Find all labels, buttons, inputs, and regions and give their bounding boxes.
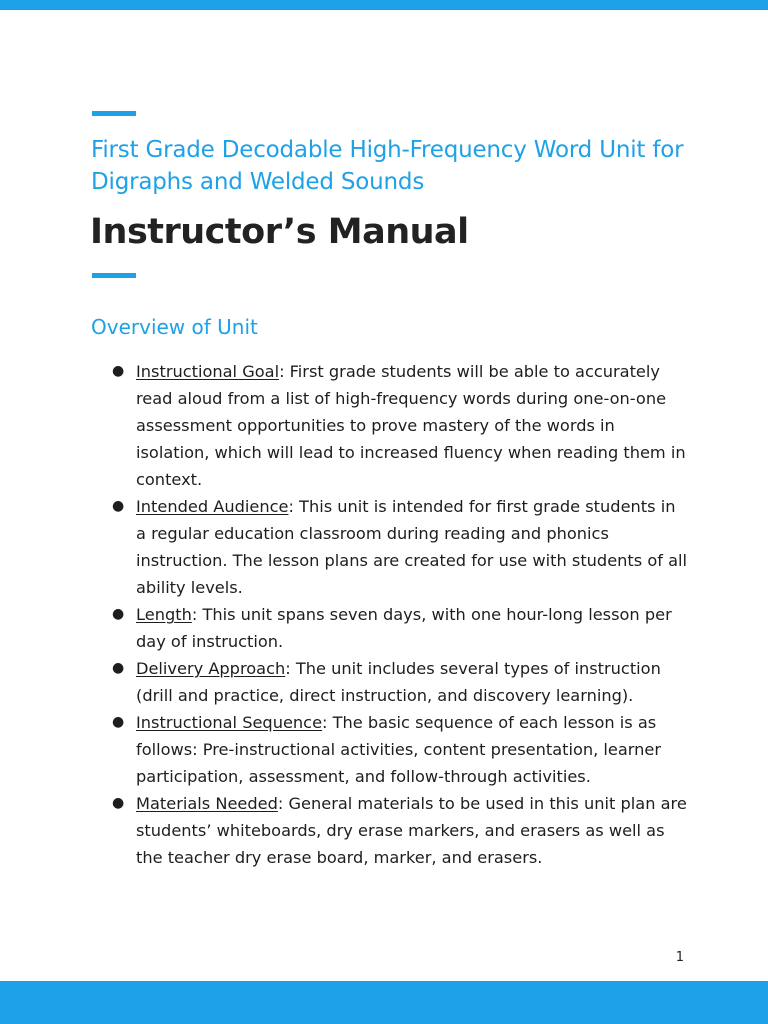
list-item-text: : General materials to be used in this unit plan are students’ whiteboards, dry erase markers, and erasers as well as the teacher dry erase board, marker, and erasers. — [136, 794, 687, 867]
top-accent-bar — [0, 0, 768, 10]
list-item-text: : The unit includes several types of instruction (drill and practice, direct instruction, and discovery learning). — [136, 659, 661, 705]
list-item-instructional-sequence — [110, 709, 690, 790]
accent-rule-bottom — [92, 273, 136, 278]
list-item-text: : This unit spans seven days, with one hour-long lesson per day of instruction. — [136, 605, 672, 651]
list-item-term: Delivery Approach — [136, 659, 286, 678]
section-heading: Overview of Unit — [91, 315, 258, 339]
list-item-term: Materials Needed — [136, 794, 278, 813]
document-title: Instructor’s Manual — [90, 212, 469, 252]
list-item-instructional-goal — [110, 358, 690, 493]
list-item-delivery-approach — [110, 655, 690, 709]
list-item-materials-needed — [110, 790, 690, 871]
bullet-icon: ● — [112, 363, 125, 379]
list-item-term: Length — [136, 605, 192, 624]
bullet-icon: ● — [112, 714, 125, 730]
list-item-text: : First grade students will be able to accurately read aloud from a list of high-frequency words during one-on-one assessment opportunities to prove mastery of the words in isolation, which will lead to increased fluency when reading them in context. — [136, 362, 686, 489]
accent-rule-top — [92, 111, 136, 116]
list-item-length — [110, 601, 690, 655]
list-item-text: : This unit is intended for first grade students in a regular education classroom during reading and phonics instruction. The lesson plans are created for use with students of all ability levels. — [136, 497, 688, 597]
overview-list — [110, 358, 690, 871]
list-item-text: : The basic sequence of each lesson is as follows: Pre-instructional activities, content presentation, learner participation, assessment, and follow-through activities. — [136, 713, 662, 786]
bottom-accent-bar — [0, 981, 768, 1024]
document-subtitle: First Grade Decodable High-Frequency Word Unit for Digraphs and Welded Sounds — [91, 137, 684, 195]
bullet-icon: ● — [112, 795, 125, 811]
list-item-term: Instructional Sequence — [136, 713, 323, 732]
bullet-icon: ● — [112, 606, 125, 622]
list-item-term: Instructional Goal — [136, 362, 280, 381]
bullet-icon: ● — [112, 660, 125, 676]
list-item-term: Intended Audience — [136, 497, 289, 516]
page-number: 1 — [675, 950, 684, 965]
bullet-icon: ● — [112, 498, 125, 514]
list-item-intended-audience — [110, 493, 690, 601]
